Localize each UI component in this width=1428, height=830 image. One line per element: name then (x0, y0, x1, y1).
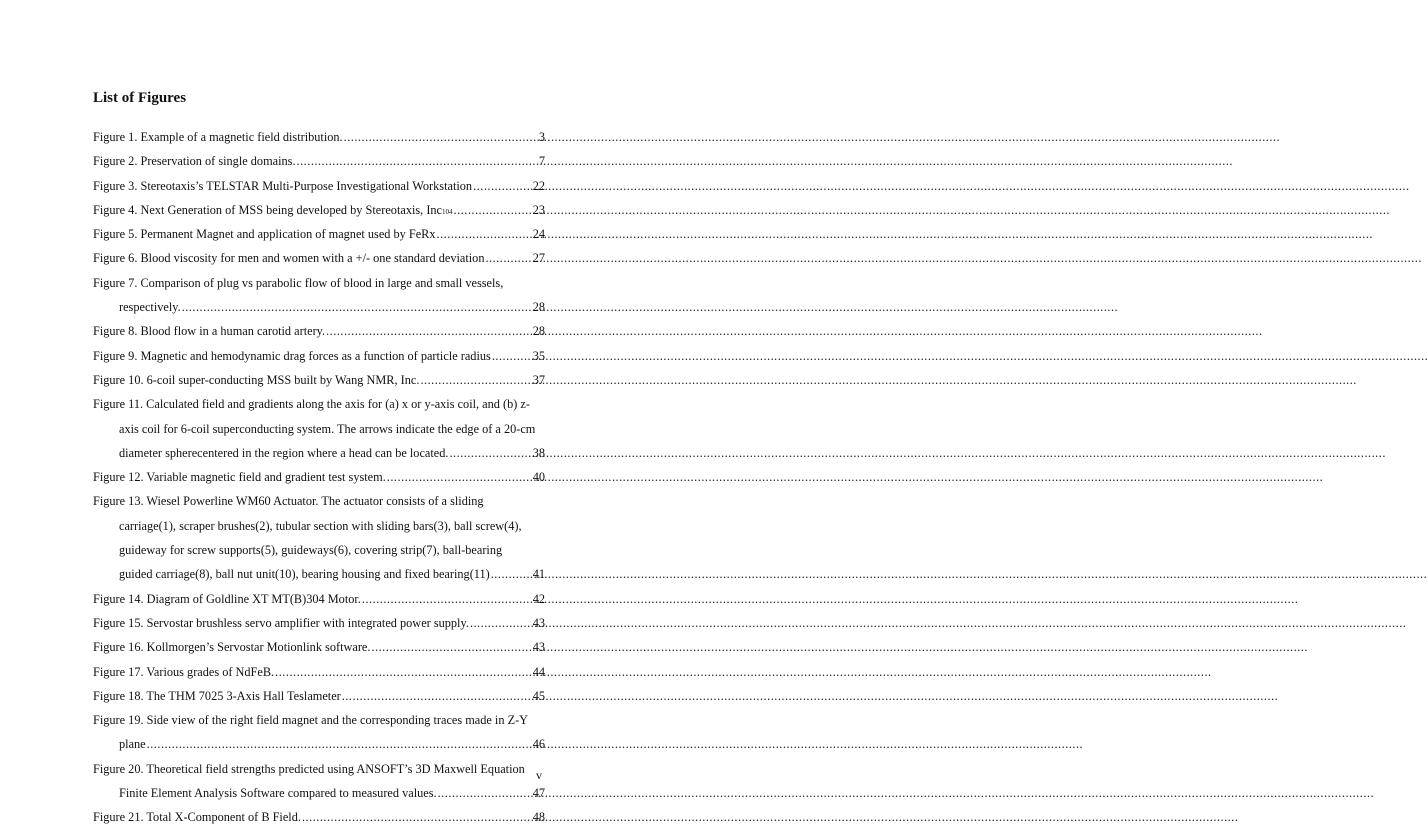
figure-caption-text: Figure 5. Permanent Magnet and application of magnet used by FeRx (93, 227, 436, 242)
dot-leader (438, 781, 532, 805)
figure-entry-line (93, 392, 545, 416)
figure-entry-line (93, 295, 545, 319)
figure-entry-line (93, 465, 545, 489)
dot-leader (437, 222, 532, 246)
figure-page-number: 48 (532, 810, 545, 825)
figure-caption-text: Figure 9. Magnetic and hemodynamic drag forces as a function of particle radius (93, 348, 491, 363)
page-heading: List of Figures (93, 90, 187, 106)
dot-leader (275, 660, 532, 684)
figure-entry-line (93, 562, 545, 586)
dot-leader (326, 319, 532, 343)
figure-entry-line (93, 319, 545, 343)
figure-caption-text: plane (119, 737, 146, 752)
figure-caption-text: Figure 18. The THM 7025 3-Axis Hall Teslameter (93, 688, 341, 703)
figure-entry-line (93, 611, 545, 635)
figure-page-number: 43 (532, 615, 545, 630)
figure-caption-text: Figure 12. Variable magnetic field and gradient test system. (93, 470, 386, 485)
figure-page-number: 7 (538, 154, 545, 169)
figure-entry[interactable] (93, 174, 545, 198)
figure-page-number: 3 (538, 130, 545, 144)
figure-caption-text: Figure 2. Preservation of single domains. (93, 154, 296, 169)
figure-entry[interactable] (93, 392, 545, 465)
figure-caption-text: Figure 20. Theoretical field strengths predicted using ANSOFT’s 3D Maxwell Equation (93, 761, 525, 776)
figure-entry-line (93, 222, 545, 246)
figure-caption-text: Figure 17. Various grades of NdFeB. (93, 664, 275, 679)
dot-leader (344, 125, 538, 149)
figure-entry[interactable] (93, 465, 545, 489)
figure-page-number: 47 (532, 786, 545, 801)
figure-entry-line (93, 660, 545, 684)
figure-caption-text: Figure 6. Blood viscosity for men and women with a +/- one standard deviation (93, 251, 485, 266)
figure-entry[interactable] (93, 611, 545, 635)
document-page (0, 0, 638, 826)
dot-leader (454, 198, 532, 222)
figure-entry-line (93, 149, 545, 173)
figure-entry[interactable] (93, 757, 545, 806)
figure-caption-text: Figure 21. Total X-Component of B Field. (93, 810, 301, 825)
figure-caption-text: Figure 15. Servostar brushless servo amplifier with integrated power supply. (93, 615, 469, 630)
figure-page-number: 44 (532, 664, 545, 679)
figure-entry[interactable] (93, 708, 545, 757)
dot-leader (485, 246, 531, 270)
figure-caption-text: guided carriage(8), ball nut unit(10), bearing housing and fixed bearing(11) (119, 567, 490, 582)
figure-entry-line (93, 708, 545, 732)
figure-entry[interactable] (93, 198, 545, 222)
figure-entry-line (93, 732, 545, 756)
figure-entry-line (93, 514, 545, 538)
figure-entry-line (93, 805, 545, 829)
figure-caption-text: Figure 7. Comparison of plug vs parabolic flow of blood in large and small vessels, (93, 275, 504, 290)
figure-caption-text: Figure 16. Kollmorgen’s Servostar Motionlink software. (93, 640, 371, 655)
figure-caption-text: axis coil for 6-coil superconducting system. The arrows indicate the edge of a 20-cm (119, 421, 536, 436)
dot-leader (473, 174, 532, 198)
figure-page-number: 41 (532, 567, 545, 582)
figure-page-number: 37 (532, 372, 545, 387)
figure-entry-line (93, 489, 545, 513)
figure-caption-text: Figure 8. Blood flow in a human carotid artery. (93, 324, 326, 339)
figure-caption-text: diameter spherecentered in the region where a head can be located. (119, 445, 449, 460)
dot-leader (342, 684, 532, 708)
figure-entry[interactable] (93, 660, 545, 684)
figure-caption-text: Finite Element Analysis Software compared to measured values. (119, 786, 437, 801)
figure-entry-line: Figure 4. Next Generation of MSS being developed by Stereotaxis, Inc 104 ..... 23 (93, 198, 545, 222)
dot-leader (297, 149, 538, 173)
figure-page-number: 46 (532, 737, 545, 752)
figure-entry-line (93, 271, 545, 295)
figure-entry-line (93, 368, 545, 392)
figure-entry[interactable] (93, 344, 545, 368)
figure-entry[interactable] (93, 489, 545, 586)
figure-entry[interactable] (93, 246, 545, 270)
dot-leader (492, 344, 532, 368)
figure-entry-line (93, 174, 545, 198)
dot-leader (371, 635, 531, 659)
figure-caption-text: guideway for screw supports(5), guideways(6), covering strip(7), ball-bearing (119, 543, 503, 558)
figure-page-number: 35 (532, 348, 545, 363)
figure-page-number: 28 (532, 300, 545, 315)
figure-page-number: 42 (532, 591, 545, 606)
dot-leader (147, 732, 532, 756)
figure-page-number: 28 (532, 324, 545, 339)
figure-entry-line (93, 441, 545, 465)
figure-page-number: 40 (532, 470, 545, 485)
figure-caption-text: respectively. (119, 300, 181, 315)
figure-entry-line (93, 587, 545, 611)
figure-entry-line (93, 417, 545, 441)
figure-page-number: 27 (532, 251, 545, 266)
page-number: v (536, 768, 542, 782)
figure-page-number: 38 (532, 445, 545, 460)
figure-entry[interactable] (93, 271, 545, 320)
figure-entry-line (93, 344, 545, 368)
figure-caption-text: carriage(1), scraper brushes(2), tubular section with sliding bars(3), ball screw(4), (119, 518, 522, 533)
figure-entry[interactable] (93, 222, 545, 246)
figure-entry-line (93, 684, 545, 708)
figure-entry[interactable] (93, 125, 545, 149)
figure-page-number: 23 (532, 202, 545, 217)
figure-caption-text: Figure 10. 6-coil super-conducting MSS built by Wang NMR, Inc. (93, 372, 420, 387)
figure-list (93, 125, 545, 830)
figure-entry-line (93, 781, 545, 805)
figure-caption-text: Figure 4. Next Generation of MSS being developed by Stereotaxis, Inc (93, 202, 443, 217)
dot-leader (449, 441, 531, 465)
figure-entry[interactable] (93, 319, 545, 343)
figure-entry-line (93, 125, 545, 149)
figure-entry-line (93, 635, 545, 659)
figure-caption-text: Figure 14. Diagram of Goldline XT MT(B)304 Motor. (93, 591, 361, 606)
dot-leader (387, 465, 532, 489)
figure-entry[interactable] (93, 149, 545, 173)
figure-caption-text: Figure 1. Example of a magnetic field distribution. (93, 130, 343, 144)
dot-leader (470, 611, 532, 635)
figure-entry-line (93, 538, 545, 562)
figure-entry[interactable] (93, 368, 545, 392)
figure-caption-text: Figure 13. Wiesel Powerline WM60 Actuator. The actuator consists of a sliding (93, 494, 484, 509)
figure-caption-text: Figure 3. Stereotaxis’s TELSTAR Multi-Purpose Investigational Workstation (93, 178, 473, 193)
figure-page-number: 43 (532, 640, 545, 655)
figure-page-number: 22 (532, 178, 545, 193)
dot-leader (302, 805, 532, 829)
figure-caption-text: Figure 11. Calculated field and gradients along the axis for (a) x or y-axis coil, and (b) z- (93, 397, 530, 412)
dot-leader (491, 562, 532, 586)
figure-entry[interactable] (93, 635, 545, 659)
figure-entry[interactable] (93, 587, 545, 611)
figure-page-number: 45 (532, 688, 545, 703)
figure-caption-text: Figure 19. Side view of the right field magnet and the corresponding traces made in Z-Y (93, 713, 529, 728)
figure-page-number: 24 (532, 227, 545, 242)
dot-leader (362, 587, 532, 611)
dot-leader (420, 368, 531, 392)
figure-entry-line (93, 246, 545, 270)
figure-entry-line (93, 757, 545, 781)
dot-leader (182, 295, 532, 319)
figure-entry[interactable] (93, 805, 545, 829)
figure-entry[interactable] (93, 684, 545, 708)
